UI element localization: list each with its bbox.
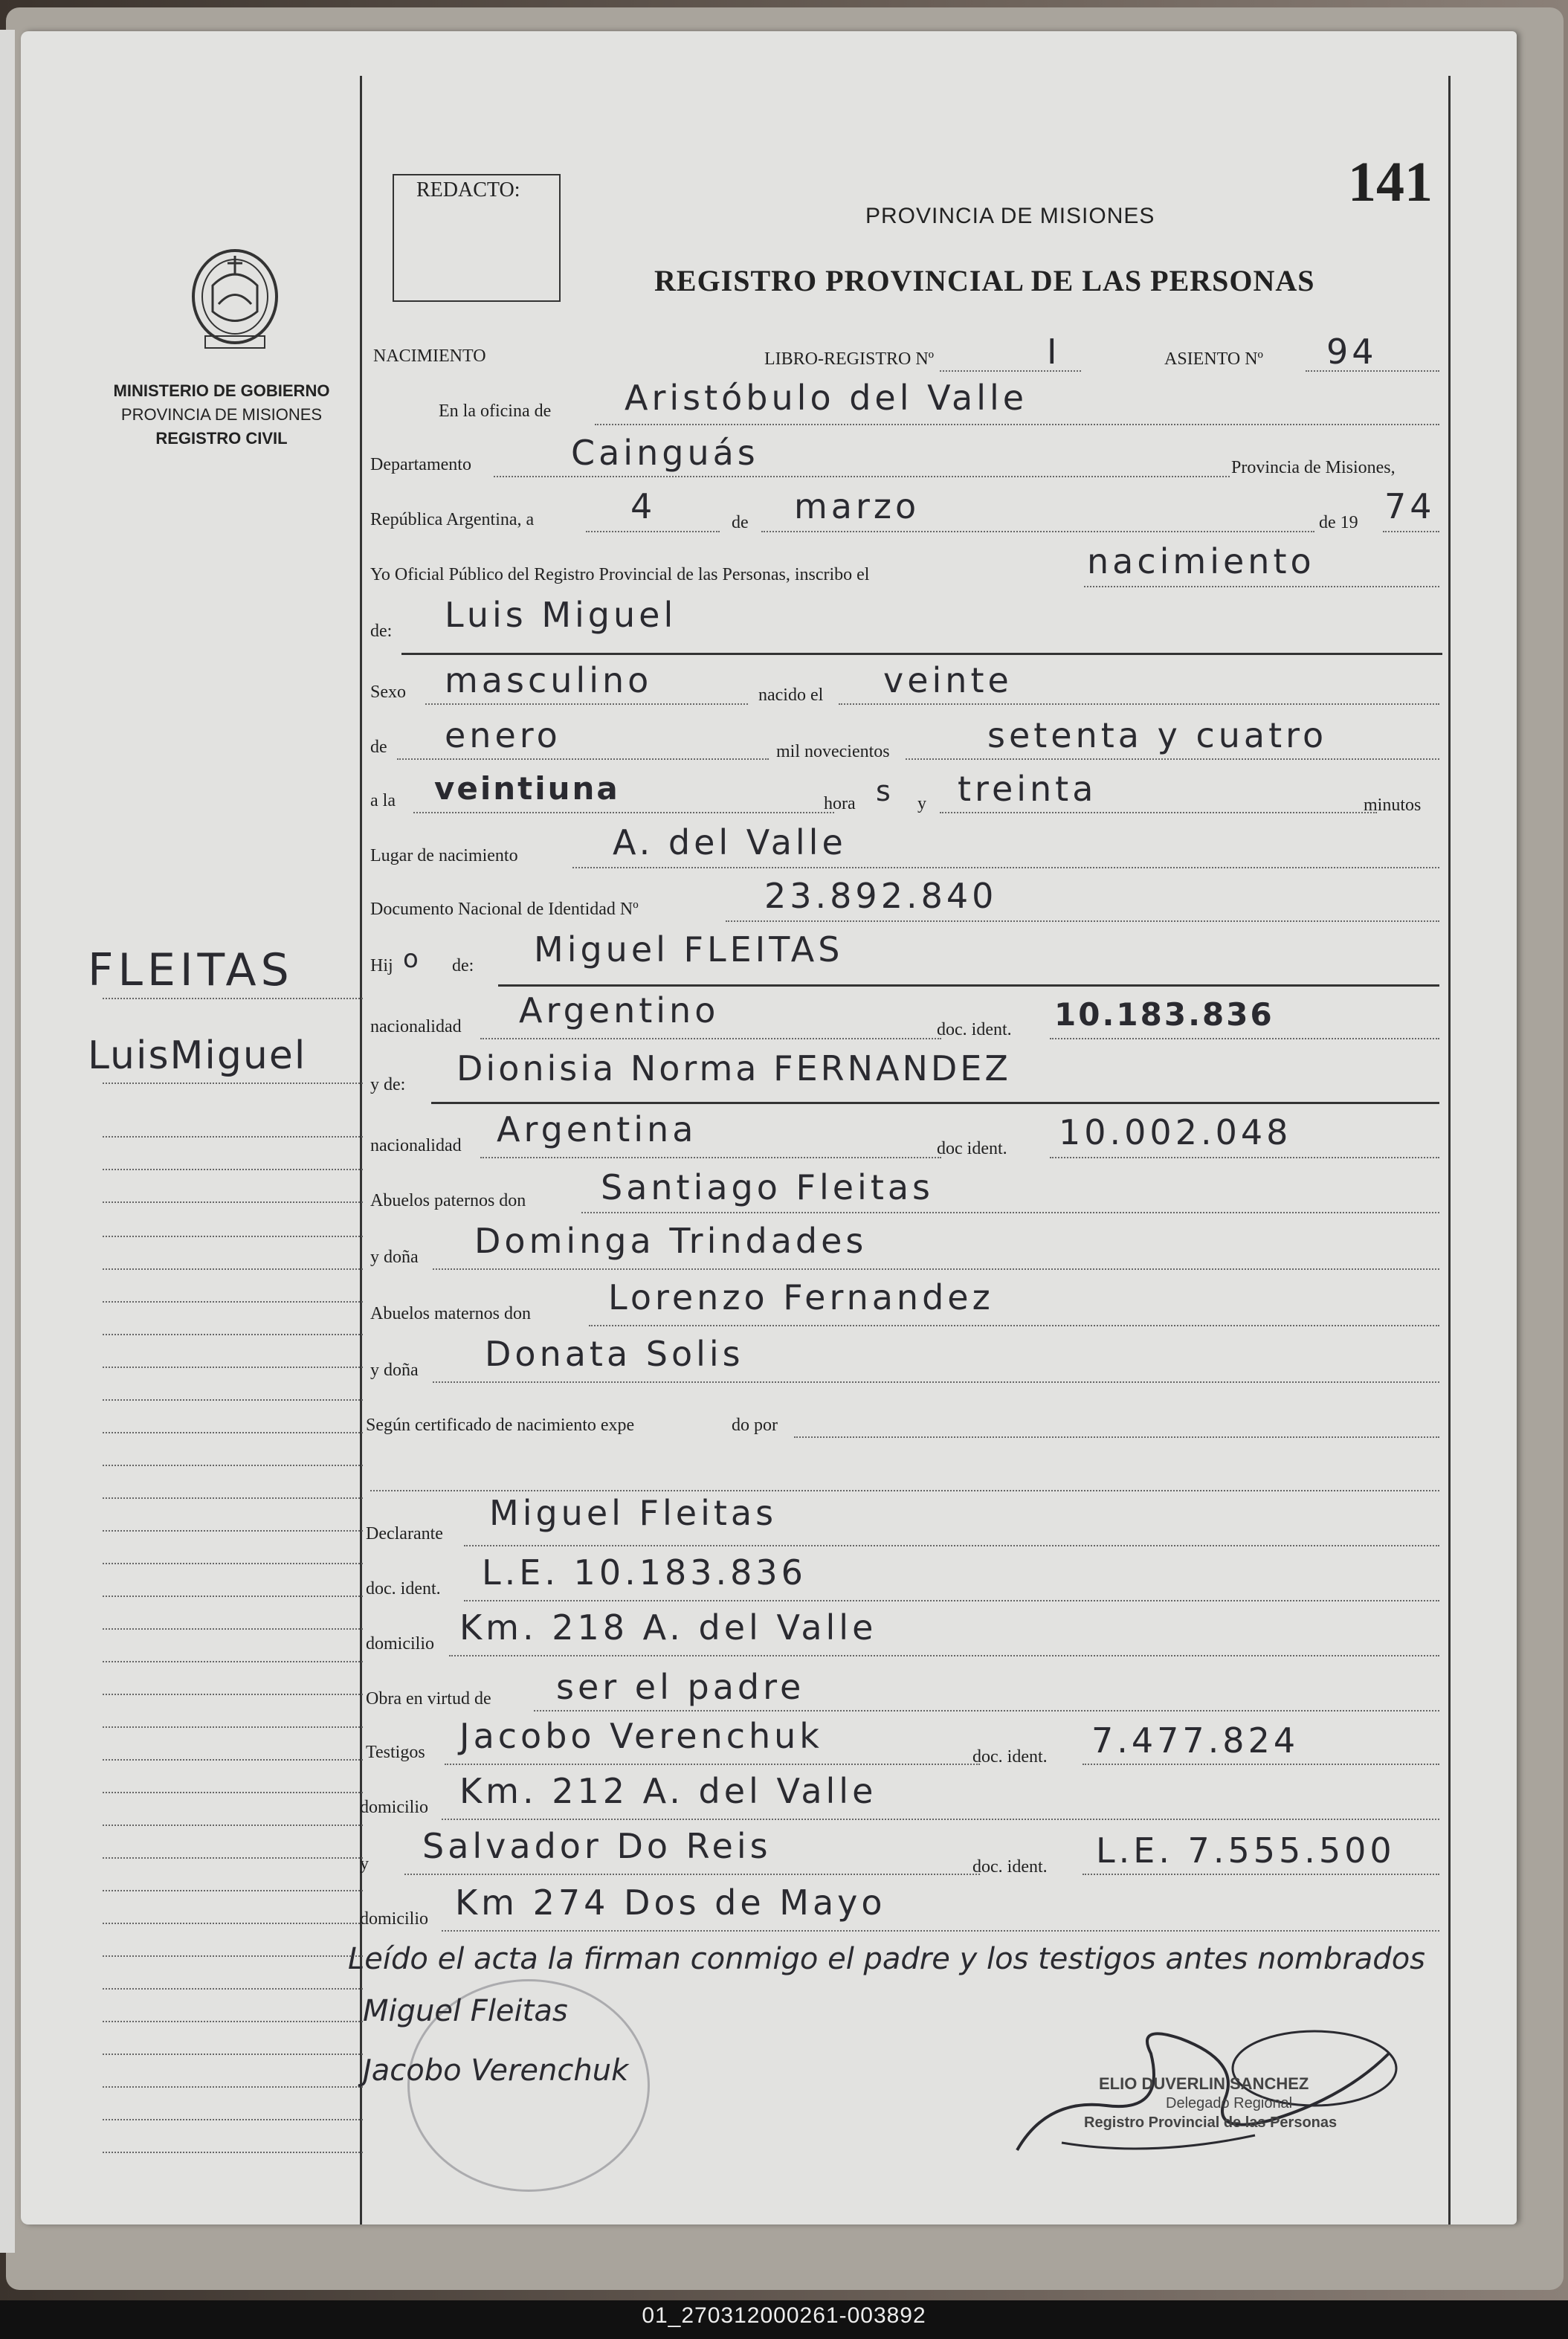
margin-line-9 xyxy=(103,1334,363,1335)
madre-value: Dionisia Norma FERNANDEZ xyxy=(456,1048,1011,1088)
registro-civil-line: REGISTRO CIVIL xyxy=(155,429,288,448)
domicilio-label-3: domicilio xyxy=(360,1909,428,1929)
padre-doc-value: 10.183.836 xyxy=(1054,996,1274,1033)
province-line: PROVINCIA DE MISIONES xyxy=(120,405,323,424)
margin-line-30 xyxy=(103,2021,363,2022)
testigo1-dom-value: Km. 212 A. del Valle xyxy=(459,1771,877,1811)
declarante-doc-rule xyxy=(464,1600,1439,1601)
hijo-label: Hij xyxy=(370,956,393,975)
domicilio-label-1: domicilio xyxy=(366,1634,434,1654)
margin-line-3 xyxy=(103,1136,363,1138)
abuelo-mat-value: Lorenzo Fernandez xyxy=(608,1277,994,1317)
minutos-label: minutos xyxy=(1364,796,1422,815)
de-label-1: de xyxy=(732,513,749,532)
oficina-rule xyxy=(595,424,1439,425)
registry-header: REGISTRO PROVINCIAL DE LAS PERSONAS xyxy=(654,264,1315,297)
lugar-value: A. del Valle xyxy=(613,822,847,862)
libro-label: LIBRO-REGISTRO Nº xyxy=(764,349,935,369)
oficina-label: En la oficina de xyxy=(439,401,552,421)
margin-line-13 xyxy=(103,1465,363,1466)
de-label-4: de: xyxy=(452,956,474,975)
nacionalidad-label-2: nacionalidad xyxy=(370,1136,462,1155)
madre-nac-value: Argentina xyxy=(497,1109,697,1149)
margin-line-17 xyxy=(103,1596,363,1597)
footer-code: 01_270312000261-003892 xyxy=(642,2303,926,2328)
province-header: PROVINCIA DE MISIONES xyxy=(865,204,1155,228)
departamento-label: Departamento xyxy=(370,455,471,474)
doct-label-1: doc. ident. xyxy=(972,1747,1048,1767)
obra-label: Obra en virtud de xyxy=(366,1689,491,1709)
declarante-dom-rule xyxy=(449,1655,1439,1656)
margin-line-19 xyxy=(103,1661,363,1662)
margin-line-25 xyxy=(103,1857,363,1859)
testigo1-doc-value: 7.477.824 xyxy=(1091,1720,1300,1761)
mes-value: marzo xyxy=(794,486,920,526)
obra-value: ser el padre xyxy=(556,1667,805,1707)
dni-value: 23.892.840 xyxy=(764,876,998,916)
testigo1-dom-rule xyxy=(442,1819,1439,1820)
yde-label: y de: xyxy=(370,1075,406,1094)
abuela-pat-rule xyxy=(433,1268,1439,1270)
hora-rule xyxy=(413,812,834,813)
margin-line-1 xyxy=(103,998,363,999)
testigo2-value: Salvador Do Reis xyxy=(422,1826,772,1866)
republica-label: República Argentina, a xyxy=(370,510,535,529)
sexo-value: masculino xyxy=(445,660,653,700)
margin-surname: FLEITAS xyxy=(88,944,294,996)
testigos-label: Testigos xyxy=(366,1743,425,1762)
madre-rule xyxy=(431,1102,1439,1104)
declarante-value: Miguel Fleitas xyxy=(489,1493,778,1533)
declarante-doc-value: L.E. 10.183.836 xyxy=(482,1552,807,1593)
margin-line-33 xyxy=(103,2119,363,2120)
signature-father: Miguel Fleitas xyxy=(363,1994,568,2028)
sexo-label: Sexo xyxy=(370,683,406,702)
testigo2-doc-rule xyxy=(1083,1874,1439,1875)
coat-of-arms-icon xyxy=(183,241,287,360)
abuelo-pat-value: Santiago Fleitas xyxy=(601,1167,935,1207)
madre-nac-rule xyxy=(480,1157,941,1158)
asiento-value: 94 xyxy=(1326,332,1378,372)
anio-label: de 19 xyxy=(1319,513,1358,532)
margin-line-15 xyxy=(103,1530,363,1532)
padre-nac-rule xyxy=(480,1038,941,1039)
testigo1-value: Jacobo Verenchuk xyxy=(459,1716,823,1756)
mes-rule xyxy=(761,531,1314,532)
margin-line-31 xyxy=(103,2054,363,2055)
minutos-rule xyxy=(940,812,1377,813)
dia-rule xyxy=(586,531,720,532)
nombre-rule xyxy=(401,653,1442,655)
abuelo-pat-rule xyxy=(581,1212,1439,1213)
ministry-line: MINISTERIO DE GOBIERNO xyxy=(113,381,330,400)
abuela-mat-rule xyxy=(433,1381,1439,1383)
abuela-mat-value: Donata Solis xyxy=(485,1334,744,1374)
ydona-label-2: y doña xyxy=(370,1361,419,1380)
right-border-line xyxy=(1448,76,1451,2225)
minutos-value: treinta xyxy=(958,769,1097,809)
libro-value: I xyxy=(1047,332,1061,372)
asiento-label: ASIENTO Nº xyxy=(1164,349,1263,369)
oficial-label: Yo Oficial Público del Registro Provincial de las Personas, inscribo el xyxy=(370,565,870,584)
departamento-value: Cainguás xyxy=(571,433,759,473)
padre-value: Miguel FLEITAS xyxy=(534,929,844,970)
ministry-block xyxy=(65,379,378,451)
margin-line-16 xyxy=(103,1563,363,1564)
nacido-dia-value: veinte xyxy=(883,660,1013,700)
departamento-rule xyxy=(494,476,1230,477)
hijo-suffix: o xyxy=(403,944,422,974)
abuelo-mat-rule xyxy=(589,1325,1439,1326)
signature-witness: Jacobo Verenchuk xyxy=(363,2054,629,2088)
official-office: Registro Provincial de las Personas xyxy=(1084,2114,1338,2131)
margin-line-2 xyxy=(103,1083,363,1084)
doc-label-2: doc ident. xyxy=(937,1139,1007,1158)
de-label-2: de: xyxy=(370,622,393,641)
segun-label: Según certificado de nacimiento expe xyxy=(366,1416,635,1435)
margin-line-24 xyxy=(103,1825,363,1826)
margin-line-6 xyxy=(103,1236,363,1237)
obra-rule xyxy=(534,1710,1439,1711)
testigo2-doc-value: L.E. 7.555.500 xyxy=(1096,1830,1396,1871)
margin-line-4 xyxy=(103,1169,363,1170)
nacido-label: nacido el xyxy=(758,685,824,705)
dni-label: Documento Nacional de Identidad Nº xyxy=(370,900,639,919)
margin-line-28 xyxy=(103,1955,363,1957)
testigo2-rule xyxy=(404,1874,980,1875)
declarante-label: Declarante xyxy=(366,1524,443,1543)
nacido-anio-value: setenta y cuatro xyxy=(987,715,1328,755)
doct-label-2: doc. ident. xyxy=(972,1857,1048,1877)
abuelos-paternos-label: Abuelos paternos don xyxy=(370,1191,526,1210)
margin-line-26 xyxy=(103,1890,363,1891)
page-number: 141 xyxy=(1348,151,1433,213)
declarante-dom-value: Km. 218 A. del Valle xyxy=(459,1607,877,1648)
margin-line-21 xyxy=(103,1726,363,1728)
padre-nac-value: Argentino xyxy=(519,990,720,1030)
nacido-mes-rule xyxy=(397,758,769,760)
nacionalidad-label-1: nacionalidad xyxy=(370,1017,462,1036)
margin-line-7 xyxy=(103,1268,363,1270)
redacto-label: REDACTO: xyxy=(416,178,520,201)
lugar-rule xyxy=(572,867,1439,868)
margin-line-29 xyxy=(103,1988,363,1990)
dni-rule xyxy=(726,920,1439,922)
acto-rule xyxy=(1084,586,1439,587)
margin-line-22 xyxy=(103,1759,363,1761)
register-page xyxy=(21,31,1517,2225)
testigo1-rule xyxy=(445,1764,980,1765)
nombre-value: Luis Miguel xyxy=(445,595,677,635)
margin-line-18 xyxy=(103,1628,363,1630)
hora-label: hora xyxy=(824,794,856,813)
hora-suffix: s xyxy=(876,775,894,807)
official-role: Delegado Regional xyxy=(1166,2095,1293,2111)
redacto-box xyxy=(393,174,561,302)
declarante-rule xyxy=(464,1545,1439,1546)
margin-line-23 xyxy=(103,1792,363,1793)
lugar-label: Lugar de nacimiento xyxy=(370,846,518,865)
margin-line-10 xyxy=(103,1367,363,1368)
nacimiento-label: NACIMIENTO xyxy=(373,346,486,366)
margin-line-32 xyxy=(103,2086,363,2088)
provincia-label: Provincia de Misiones, xyxy=(1231,458,1396,477)
ydona-label-1: y doña xyxy=(370,1248,419,1267)
domicilio-label-2: domicilio xyxy=(360,1798,428,1817)
hora-value: veintiuna xyxy=(434,770,620,807)
acto-value: nacimiento xyxy=(1087,541,1315,581)
madre-doc-rule xyxy=(1050,1157,1439,1158)
margin-given-names: LuisMiguel xyxy=(88,1033,307,1078)
abuelos-maternos-label: Abuelos maternos don xyxy=(370,1304,531,1323)
abuela-pat-value: Dominga Trindades xyxy=(474,1221,868,1261)
anio-rule xyxy=(1383,531,1439,532)
ala-label: a la xyxy=(370,791,396,810)
mil-label: mil novecientos xyxy=(776,742,890,761)
margin-line-34 xyxy=(103,2152,363,2153)
segun-label-2: do por xyxy=(732,1416,778,1435)
nacido-anio-rule xyxy=(906,758,1439,760)
margin-line-5 xyxy=(103,1201,363,1203)
margin-line-11 xyxy=(103,1399,363,1401)
margin-line-8 xyxy=(103,1301,363,1303)
official-signature-icon xyxy=(1002,2009,1419,2180)
doc-label-1: doc. ident. xyxy=(937,1020,1012,1039)
sexo-rule xyxy=(425,703,748,705)
oficina-value: Aristóbulo del Valle xyxy=(625,378,1028,418)
margin-line-12 xyxy=(103,1432,363,1433)
segun-rule xyxy=(794,1436,1439,1438)
segun-rule-2 xyxy=(370,1490,1439,1491)
testigo2-dom-rule xyxy=(442,1930,1439,1932)
official-name: ELIO DUVERLIN SANCHEZ xyxy=(1099,2074,1309,2093)
declarante-doc-label: doc. ident. xyxy=(366,1579,441,1598)
padre-doc-rule xyxy=(1050,1038,1439,1039)
nacido-rule xyxy=(839,703,1439,705)
closing-statement: Leído el acta la firman conmigo el padre y los testigos antes nombrados xyxy=(348,1942,1426,1976)
y-label-2: y xyxy=(360,1854,369,1874)
margin-line-14 xyxy=(103,1497,363,1499)
padre-rule xyxy=(498,984,1439,987)
de-label-3: de xyxy=(370,738,387,757)
margin-line-20 xyxy=(103,1694,363,1695)
margin-line-27 xyxy=(103,1923,363,1924)
dia-value: 4 xyxy=(630,486,656,526)
left-page-edge xyxy=(0,30,15,2253)
testigo2-dom-value: Km 274 Dos de Mayo xyxy=(455,1883,886,1923)
madre-doc-value: 10.002.048 xyxy=(1059,1112,1292,1152)
nacido-mes-value: enero xyxy=(445,715,561,755)
y-label-1: y xyxy=(917,794,926,813)
anio-value: 74 xyxy=(1384,486,1436,526)
testigo1-doc-rule xyxy=(1083,1764,1439,1765)
